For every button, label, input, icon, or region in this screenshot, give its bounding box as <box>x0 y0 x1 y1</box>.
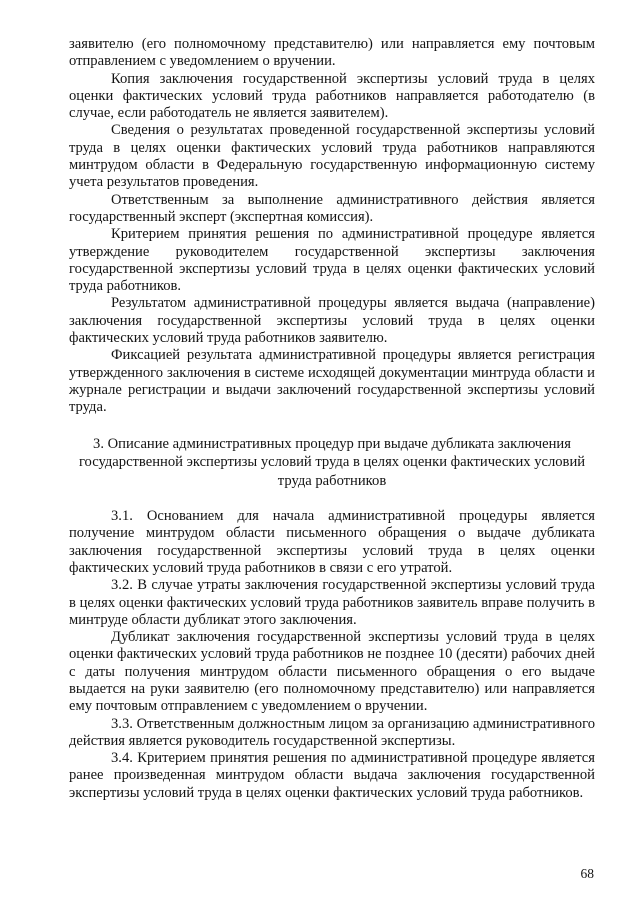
paragraph-3-4: 3.4. Критерием принятия решения по административной процедуре является ранее произведенная минтрудом области выдача заключения государственной экспертизы условий труда в целях оценки фактических условий труда работников. <box>69 750 595 801</box>
paragraph-result: Результатом административной процедуры является выдача (направление) заключения государственной экспертизы условий труда в целях оценки фактических условий труда работников заявителю. <box>69 295 595 347</box>
paragraph-copy-to-employer: Копия заключения государственной экспертизы условий труда в целях оценки фактических условий труда работников направляется работодателю (в случае, если работодатель не является заявителем). <box>69 70 595 122</box>
paragraph-results-info: Сведения о результатах проведенной государственной экспертизы условий труда в целях оценки фактических условий труда работников направляются минтрудом области в Федеральную государственную информационную систему учета результатов проведения. <box>69 122 595 191</box>
paragraph-continuation: заявителю (его полномочному представителю) или направляется ему почтовым отправлением с уведомлением о вручении. <box>69 36 595 70</box>
paragraph-3-3: 3.3. Ответственным должностным лицом за организацию административного действия является руководитель государственной экспертизы. <box>69 715 595 749</box>
page-number: 68 <box>580 866 594 881</box>
paragraph-3-2: 3.2. В случае утраты заключения государственной экспертизы условий труда в целях оценки фактических условий труда работников заявитель вправе получить в минтруде области дубликат этого заключения. <box>69 577 595 628</box>
section-heading: 3. Описание административных процедур при выдаче дубликата заключения государственной экспертизы условий труда в целях оценки фактических условий труда работников <box>78 435 586 489</box>
paragraph-responsible: Ответственным за выполнение административного действия является государственный эксперт (экспертная комиссия). <box>69 191 595 225</box>
paragraph-fixation: Фиксацией результата административной процедуры является регистрация утвержденного заключения в системе исходящей документации минтруда области и журнале регистрации и выдачи заключений государственной экспертизы условий труда. <box>69 347 595 416</box>
paragraph-criterion: Критерием принятия решения по административной процедуре является утверждение руководителем государственной экспертизы заключения государственной экспертизы условий труда в целях оценки фактических условий труда работников. <box>69 226 595 295</box>
spacer <box>69 490 595 508</box>
paragraph-duplicate: Дубликат заключения государственной экспертизы условий труда в целях оценки фактических условий труда работников не позднее 10 (десяти) рабочих дней с даты получения минтрудом области письменного обращения о его выдаче выдается на руки заявителю (его полномочному представителю) или направляется ему почтовым отправлением с уведомлением о вручении. <box>69 629 595 715</box>
document-page <box>69 36 595 802</box>
paragraph-3-1: 3.1. Основанием для начала административной процедуры является получение минтрудом области письменного обращения о выдаче дубликата заключения государственной экспертизы условий труда в целях оценки фактических условий труда работников в связи с его утратой. <box>69 508 595 576</box>
